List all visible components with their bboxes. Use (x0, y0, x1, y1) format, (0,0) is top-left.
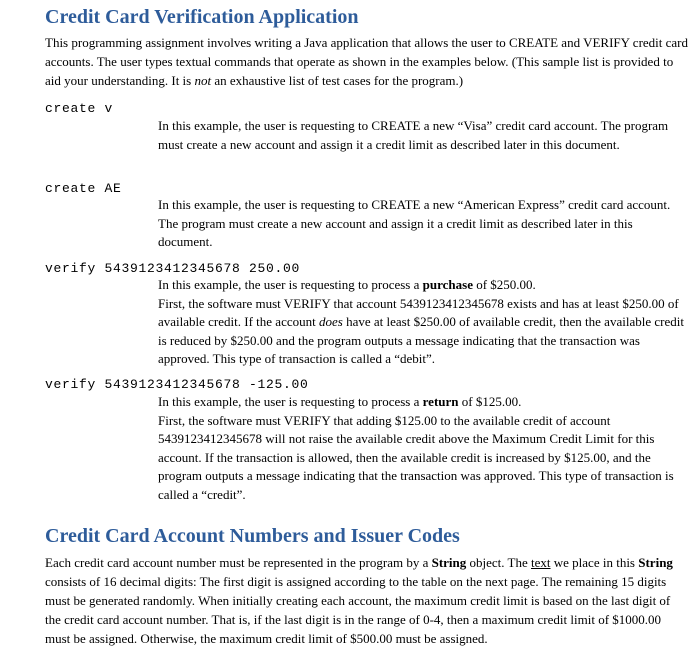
emphasis-text: text (531, 555, 551, 570)
example-desc-purchase: In this example, the user is requesting to process a purchase of $250.00. First, the software must VERIFY that account 5439123412345678 exists and has at least $250.00 of available credit. If the account does have at least $250.00 of available credit, then the available credit is reduced by $250.00 and the program outputs a message indicating that the transaction was approved. This type of transaction is called a “debit”. (158, 277, 684, 366)
emphasis-not: not (194, 73, 212, 88)
example-desc-create-v: In this example, the user is requesting to CREATE a new “Visa” credit card account. The program must create a new account and assign it a credit limit as described later in this document. (158, 118, 669, 152)
example-desc-return: In this example, the user is requesting to process a return of $125.00. First, the software must VERIFY that adding $125.00 to the available credit of account 5439123412345678 will not raise the available credit above the Maximum Credit Limit for this account. If the transaction is allowed, then the available credit is increased by $125.00, and the program outputs a message indicating that the transaction was approved. This type of transaction is called a “credit”. (158, 394, 674, 502)
emphasis-string-2: String (638, 555, 673, 570)
section-title-account-numbers: Credit Card Account Numbers and Issuer Codes (45, 525, 460, 547)
emphasis-string-1: String (431, 555, 467, 570)
emphasis-does: does (318, 314, 343, 329)
account-numbers-paragraph: Each credit card account number must be represented in the program by a String object. The text we place in this String consists of 16 decimal digits: The first digit is assigned according to the table on the next page. The remaining 15 digits must be generated randomly. When initially creating each account, the maximum credit limit is based on the last digit of the credit card account number. That is, if the last digit is in the range of 0-4, then a maximum credit limit of $1000.00 must be assigned. Otherwise, the maximum credit limit of $500.00 must be assigned. (45, 555, 673, 646)
emphasis-purchase: purchase (422, 277, 473, 292)
command-verify-purchase: verify 5439123412345678 250.00 (45, 261, 301, 276)
command-create-ae: create AE (45, 181, 122, 196)
emphasis-return: return (422, 394, 459, 409)
command-create-v: create v (45, 101, 114, 116)
section-title-verification: Credit Card Verification Application (45, 6, 359, 28)
intro-paragraph: This programming assignment involves writing a Java application that allows the user to CREATE and VERIFY credit card accounts. The user types textual commands that operate as shown in the examples below. (This sample list is provided to aid your understanding. It is not an exhaustive list of test cases for the program.) (45, 35, 689, 88)
example-desc-create-ae: In this example, the user is requesting to CREATE a new “American Express” credit card account. The program must create a new account and assign it a credit limit as described later in this document. (158, 197, 671, 249)
command-verify-return: verify 5439123412345678 -125.00 (45, 377, 309, 392)
